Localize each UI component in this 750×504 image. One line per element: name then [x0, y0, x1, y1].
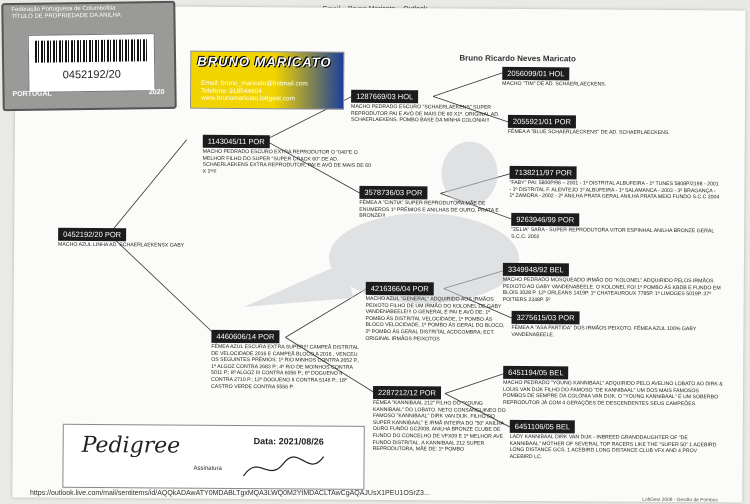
pigeon-description: MACHO "TIM" DE AD. SCHAERLAECKENS. [502, 80, 607, 88]
breeder-logo [190, 51, 344, 110]
ring-number: 0452192/20 [62, 68, 121, 82]
pigeon-ring: 4216366/04 POR [366, 282, 434, 295]
pigeon-ring: 7138211/97 POR [510, 166, 577, 179]
pigeon-description: FÊMEA A "ASA PARTIDA" DOS IRMÃOS PEIXOTO. FÊMEA AZUL 100% GABY VANDENABEELE. [511, 324, 697, 338]
pigeon-description: MACHO AZUL LINHA AD. SCHAERLAEKENSX GABY [58, 241, 185, 249]
card-year: 2020 [148, 88, 165, 97]
pigeon-ring: 3349948/92 BEL [503, 263, 569, 276]
pigeon-description: MACHO PEDRADO ESCURO EXTRA REPRODUTOR O "040"E O MELHOR FILHO DO SUPER "SUPER CRACK 60" DE AD. SCHAERLAEKENS EXTRA REPRODUTOR, PAI E AVÔ DE MAIS DE 60 X 1º!!! [202, 148, 371, 175]
pigeon-description: MACHO AZUL "GENERAL" ADQUIRIDO AOS IRMÃOS PEIXOTO FILHO DE UM IRMÃO DO KOLONEL DE GABY VANDENABEELE!!! O GENERAL É PAI E AVÔ DE: 1º POMBO ÁS DISTRITAL VELOCIDADE, 1º POMBO ÁS BLOCO VELOCIDADE, 1º POMBO ÁS GERAL DO BLOCO, 2º POMBO ÁS GERAL DISTRITAL ACDCOMBRA; ECT. ORIGINAL IRMÃOS PEIXOTOS [365, 295, 505, 342]
tree-line [108, 234, 218, 337]
card-header [11, 6, 121, 22]
pigeon-description: FÊMEA A "BLUE SCHAERLAECKENS" DE AD. SCHAERLAECKENS. [507, 128, 670, 137]
pigeon-description: MACHO PEDRADO MOSQUEADO IRMÃO DO "KOLONEL" ADQUIRIDO PELOS IRMÃOS PEIXOTO AO GABY VANDENABEELE. O KOLONEL FOI 1º POMBO ÁS KBDB E FUNDO EM BLOIS 3028 P. 12º ORLEANS 1419P. 1º CHATEAUROUX 7785P. 1º LIMOGES 5019P. 37º POITIERS 2348P. 5º [502, 276, 721, 303]
pigeon-ring: 1143045/11 POR [203, 135, 270, 148]
pigeon-ring: 3275615/03 POR [512, 311, 580, 324]
barcode-panel [28, 33, 156, 93]
card-country: PORTUGAL [12, 90, 52, 99]
pigeon-description: FÊMEA A "CINTIA" SUPER REPRODUTORA MÃE DE ENUMEROS 1º PRÉMIOS E ANILHAS DE OURO, PRATA E BRONZE!!! [359, 199, 499, 220]
pigeon-description: LADY KANNIBAAL DIRK VAN DIJK - INBREED GRANDDAUGHTER OF "DE KANNIBAAL" MOTHER OF SEVERAL TOP RACERS LIKE THE "SUPER 50" 1 ACEBIRD LONG DISTANCE GCS, 1 ACEBIRD LONG DISTANCE CLUB VFX AND 4 PROV ACEBIRD LC. [509, 433, 717, 460]
software-credit: LoftGest 2008 - Gestão de Pombos [642, 497, 718, 504]
pigeon-description: "FABY" PAI: 5800P/96 – 2001 - 1º DISTRITAL ALBUFEIRA - 1º TUNES 5808P/2198 - 2001 - 1º DISTRITAL F. ALENTEJO 1º ALBUFEIRA - 1º SALAMANCA - 2003 - 3º BRAGANÇA - 1º ZAMORA - 2002 - 2º ANILHA PRATA GERAL ANILHA PRATA MEIO FUNDO S.C.C 2004 [509, 179, 720, 201]
tree-line [433, 72, 502, 96]
pigeon-description: FÊMEA AZUL ESCURA EXTRA SUPER!!! CAMPEÃ DISTRITAL DE VELOCIDADE 2016 E CAMPEÃ BLOCO A 2016 , VENCEU OS SEGUINTES PRÉMIOS: 1º RIO MINHOS CONTRA 2652 P., 1º ALGOZ CONTRA 2683 P.; 4º RIO DE MOINHOS CONTRA 5011 P.; 8º ALGOZ III CONTRA 6056 P.; 6º DOGUENO II CONTRA 2710 P.; 12º DOGUENO II CONTRA 5146 P.; 18º CASTRO VERDE CONTRA 5556 P. [211, 343, 360, 390]
logo-phone: Telefone: 918544604 [201, 87, 262, 95]
logo-contact [201, 80, 308, 103]
pedigree-date: Data: 2021/08/26 [253, 436, 324, 447]
pigeon-ring: 3578736/03 POR [359, 186, 427, 199]
pigeon-description: MACHO PEDRADO ESCURO "SCHAERLAEKENS" SUPER REPRODUTOR PAI E AVÔ DE MAIS DE 60 X1º. ORIGINAL AD. SCHAERLAEKENS. POMBO BASE DA MINHA COLÓNIA!!! [350, 103, 500, 124]
signature-label: Assinatura [193, 465, 222, 472]
pigeon-ring: 2055921/01 POR [508, 115, 576, 128]
owner-name: Bruno Ricardo Neves Maricato [459, 53, 576, 64]
pigeon-ring: 2056099/01 HOL [502, 67, 569, 80]
barcode [35, 39, 147, 63]
pigeon-ring: 6451106/05 BEL [510, 420, 575, 433]
pigeon-ring: 1287669/03 HOL [351, 90, 418, 103]
page-url: https://outlook.live.com/mail/sentitems/id/AQQkADAwATY0MDABLTgxMQA3LWQ0M2YtMDACLTAwCgAQAJUsX1PEU1OSrZ3... [30, 490, 430, 497]
pigeon-ring: 4460606/14 POR [211, 330, 279, 343]
logo-email: Email: bruno_maricato@hotmail.com [201, 79, 308, 88]
signature-scribble [238, 448, 328, 485]
card-footer [12, 89, 164, 98]
pigeon-ring: 0452192/20 POR [58, 228, 126, 241]
tree-line [109, 139, 187, 235]
ring-ownership-card [1, 1, 176, 111]
pigeon-description: "ZELIA" SARA - SUPER REPRODUTORA VITOR ESPINHAL ANILHA BRONZE GERAL S.C.C. 2002 [511, 226, 715, 240]
pedigree-footer [62, 424, 364, 490]
pigeon-ring: 6451194/05 BEL [503, 366, 568, 379]
pigeon-description: MACHO PEDRADO "YOUNG KANNIBAAL" ADQUIRIDO PELO AVELINO LOBATO AO DIRK & LOUIS VAN DIJK FILHO DO FAMOSO "DE KANNIBAAL" UM DOS MAIS FAMOSOS POMBOS DE SEMPRE DA COLÓNIA VAN DIJK. O "YOUNG KANNIBAAL" É UM SOBERBO REPRODUTOR JÁ COM 4 GERAÇÕES DE DESCENDENTES SEUS CAMPEÕES. [502, 379, 723, 408]
pigeon-ring: 2287212/12 POR [373, 386, 441, 399]
pigeon-ring: 9263946/99 POR [511, 213, 579, 226]
pedigree-title: Pedigree [81, 432, 181, 459]
tree-line [445, 373, 503, 393]
logo-name: BRUNO MARICATO [197, 53, 332, 70]
logo-web: www.brunomaricato.loftgest.com [201, 94, 296, 103]
federation-name: Federação Portuguesa de Columbofilia [11, 5, 116, 14]
pigeon-description: FÊMEA "KANNIBAAL 212" FILHO DO "YOUNG KANNIBAAL" DO LOBATO. NETO CONSANGUINEO DO FAMOSO "KANNIBAAL" DIRK VAN DIJK. FILHO DO SUPER KANNIBAAL" E IRMÃ INTEIRA DO "50" ANILHA OURO FUNDO GC2008, ANILHA BRONZE CLUBE DE FUNDO DO CONCELHO DE VFX09 E 1º MELHOR AVE FUNDO DISTRITAL. A KANNIBAAL 212 SUPER REPRODUTORA, MÃE DE: 1º POMBO [372, 399, 506, 453]
card-title: TÍTULO DE PROPRIEDADE DA ANILHA [11, 12, 121, 21]
